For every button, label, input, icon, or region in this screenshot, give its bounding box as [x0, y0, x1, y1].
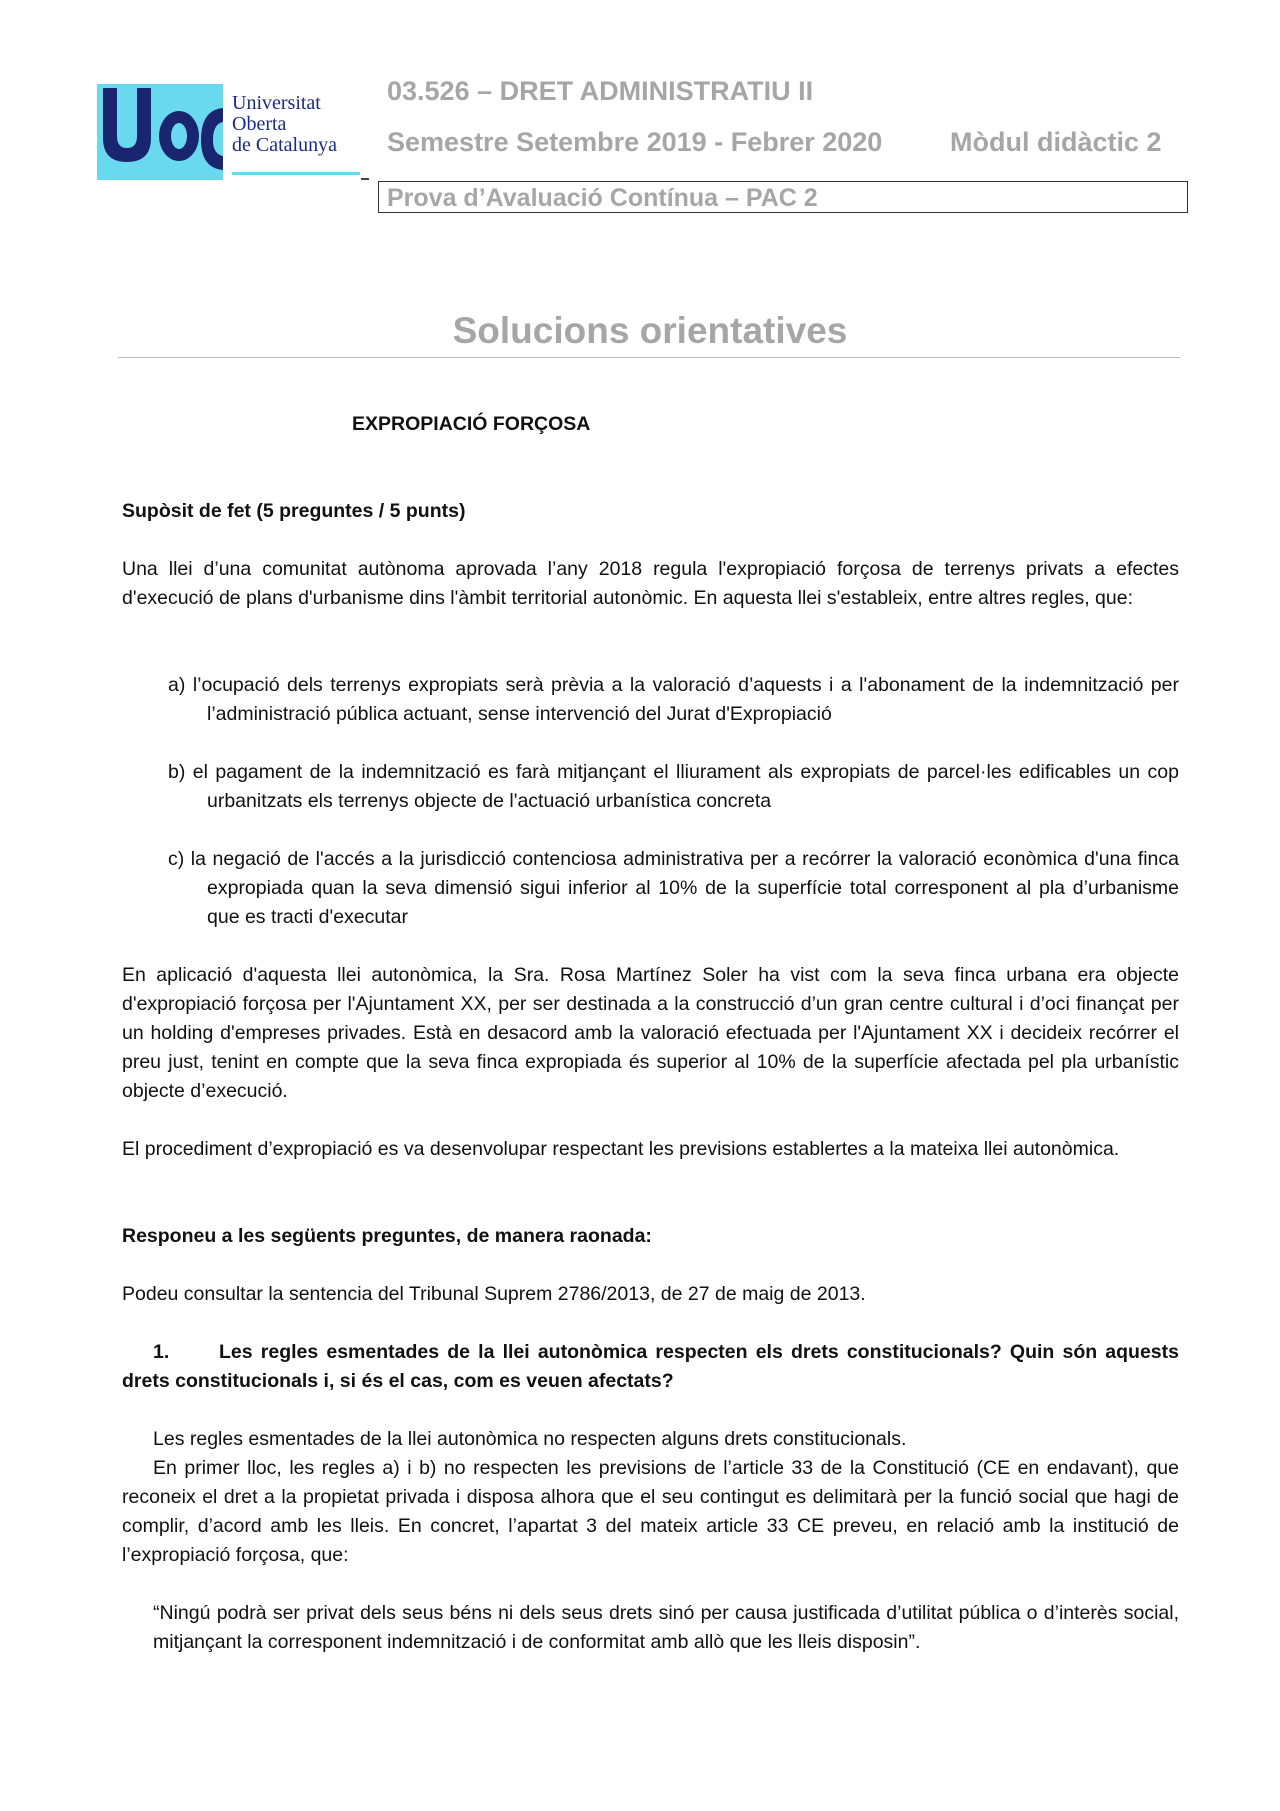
- header-rule: [361, 178, 369, 180]
- logo-uoc-letters: [97, 84, 223, 180]
- document-title: Solucions orientatives: [452, 310, 848, 351]
- rule-c: c) la negació de l'accés a la jurisdicció contenciosa administrativa per a recórrer la valoració econòmica d'una finca expropiada quan la seva dimensió sigui inferior al 10% de la superfície total corresponent al pla d’urbanisme que es tracti d'executar: [168, 848, 1179, 928]
- rule-b: b) el pagament de la indemnització es farà mitjançant el lliurament als expropiats de parcel·les edificables un cop urbanitzats els terrenys objecte de l'actuació urbanística concreta: [168, 761, 1179, 812]
- question-number: 1.: [153, 1341, 170, 1363]
- case-heading: Supòsit de fet (5 preguntes / 5 punts): [122, 500, 466, 522]
- facts-paragraph: En aplicació d'aquesta llei autonòmica, la Sra. Rosa Martínez Soler ha vist com la seva finca urbana era objecte d'expropiació forçosa per l'Ajuntament XX, per ser destinada a la construcció d’un gran centre cultural i d’oci finançat per un holding d'empreses privades. Està en desacord amb la valoració efectuada per l'Ajuntament XX i decideix recórrer el preu just, tenint en compte que la seva finca expropiada és superior al 10% de la superfície afectada pel pla urbanístic objecte d’execució.: [122, 964, 1179, 1102]
- reference-paragraph: Podeu consultar la sentencia del Tribunal Suprem 2786/2013, de 27 de maig de 2013.: [122, 1283, 866, 1305]
- question-text: Les regles esmentades de la llei autonòmica respecten els drets constitucionals? Quin són aquests drets constitucionals i, si és el cas, com es veuen afectats?: [122, 1341, 1179, 1392]
- title-divider: [118, 357, 1180, 358]
- uoc-logo: [97, 84, 361, 180]
- exam-box: [378, 181, 1188, 213]
- procedure-paragraph: El procediment d’expropiació es va desenvolupar respectant les previsions establertes a la mateixa llei autonòmica.: [122, 1138, 1120, 1160]
- course-code: 03.526 – DRET ADMINISTRATIU II: [387, 76, 814, 106]
- exam-title: Prova d’Avaluació Contínua – PAC 2: [387, 184, 818, 212]
- answer-1-body: En primer lloc, les regles a) i b) no respecten les previsions de l’article 33 de la Constitució (CE en endavant), que reconeix el dret a la propietat privada i disposa alhora que el seu contingut es delimitarà per la funció social que hagi de complir, d’acord amb les lleis. En concret, l’apartat 3 del mateix article 33 CE preveu, en relació amb la institució de l’expropiació forçosa, que:: [122, 1457, 1179, 1566]
- section-title: EXPROPIACIÓ FORÇOSA: [352, 413, 591, 435]
- answer-1-intro: Les regles esmentades de la llei autonòmica no respecten alguns drets constitucionals.: [153, 1428, 907, 1450]
- constitution-quote: “Ningú podrà ser privat dels seus béns ni dels seus drets sinó per causa justificada d’utilitat pública o d’interès social, mitjançant la corresponent indemnització i de conformitat amb allò que les lleis disposin”.: [153, 1602, 1179, 1653]
- semester: Semestre Setembre 2019 - Febrer 2020: [387, 127, 883, 157]
- logo-underline: [232, 172, 360, 175]
- rule-a: a) l’ocupació dels terrenys expropiats serà prèvia a la valoració d’aquests i a l'abonament de la indemnització per l’administració pública actuant, sense intervenció del Jurat d'Expropiació: [168, 674, 1179, 725]
- logo-wordmark: Universitat Oberta de Catalunya: [232, 92, 337, 156]
- questions-heading: Responeu a les següents preguntes, de manera raonada:: [122, 1225, 652, 1247]
- module: Mòdul didàctic 2: [950, 127, 1162, 157]
- intro-paragraph: Una llei d’una comunitat autònoma aprovada l’any 2018 regula l'expropiació forçosa de terrenys privats a efectes d'execució de plans d'urbanisme dins l'àmbit territorial autonòmic. En aquesta llei s'estableix, entre altres regles, que:: [122, 558, 1179, 609]
- question-1: [122, 1338, 1179, 1396]
